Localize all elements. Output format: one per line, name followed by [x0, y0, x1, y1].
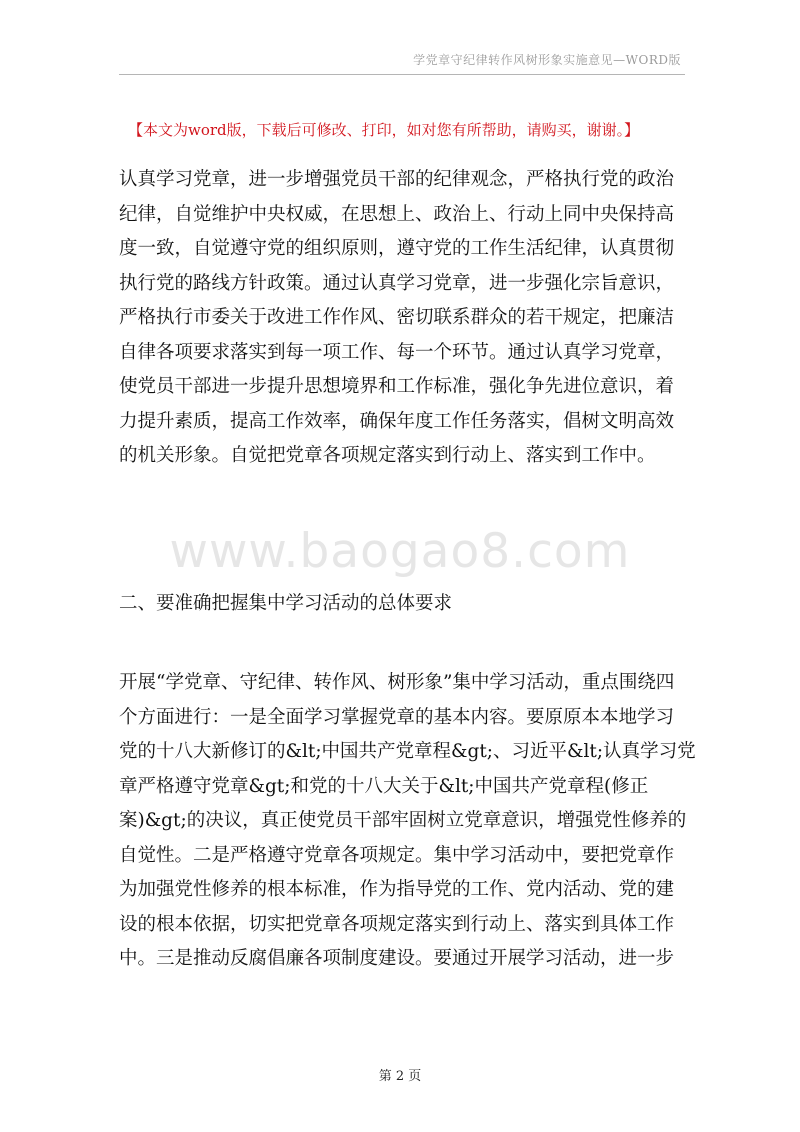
paragraph-line: 使党员干部进一步提升思想境界和工作标准，强化争先进位意识，着 — [119, 376, 675, 397]
paragraph-line: 自律各项要求落实到每一项工作、每一个环节。通过认真学习党章， — [119, 341, 675, 363]
paragraph-line: 严格执行市委关于改进工作作风、密切联系群众的若干规定，把廉洁 — [119, 307, 675, 328]
paragraph-line: 开展“学党章、守纪律、转作风、树形象”集中学习活动，重点围绕四 — [119, 672, 675, 693]
document-header-title: 学党章守纪律转作风树形象实施意见—WORD版 — [413, 53, 681, 67]
section-heading — [119, 587, 685, 622]
paragraph-line: 章严格遵守党章&gt;和党的十八大关于&lt;中国共产党章程(修正 — [119, 775, 649, 797]
paragraph-line: 为加强党性修养的根本标准，作为指导党的工作、党内活动、党的建 — [119, 879, 675, 900]
paragraph-line: 执行党的路线方针政策。通过认真学习党章，进一步强化宗旨意识， — [119, 272, 675, 294]
paragraph-line: 认真学习党章，进一步增强党员干部的纪律观念，严格执行党的政治 — [119, 169, 675, 190]
body-paragraph-2 — [119, 666, 696, 977]
paragraph-line: 党的十八大新修订的&lt;中国共产党章程&gt;、习近平&lt;认真学习党 — [119, 741, 696, 762]
header-divider — [119, 74, 685, 75]
body-paragraph-1 — [119, 163, 685, 474]
page-number: 第 2 页 — [378, 1069, 422, 1084]
paragraph-line: 的机关形象。自觉把党章各项规定落实到行动上、落实到工作中。 — [119, 445, 656, 466]
site-watermark: www.baogao8.com — [169, 524, 631, 579]
paragraph-line: 力提升素质，提高工作效率，确保年度工作任务落实，倡树文明高效 — [119, 410, 675, 432]
paragraph-line: 设的根本依据，切实把党章各项规定落实到行动上、落实到具体工作 — [119, 913, 675, 935]
paragraph-line: 个方面进行：一是全面学习掌握党章的基本内容。要原原本本地学习 — [119, 706, 675, 728]
paragraph-line: 中。三是推动反腐倡廉各项制度建设。要通过开展学习活动，进一步 — [119, 948, 675, 969]
paragraph-line: 自觉性。二是严格遵守党章各项规定。集中学习活动中，要把党章作 — [119, 844, 675, 866]
paragraph-line: 案)&gt;的决议，真正使党员干部牢固树立党章意识，增强党性修养的 — [119, 810, 687, 831]
paragraph-line: 纪律，自觉维护中央权威，在思想上、政治上、行动上同中央保持高 — [119, 203, 675, 225]
purchase-notice: 【本文为word版，下载后可修改、打印，如对您有所帮助，请购买，谢谢。】 — [128, 121, 640, 139]
heading-text: 二、要准确把握集中学习活动的总体要求 — [119, 593, 453, 614]
paragraph-line: 度一致，自觉遵守党的组织原则，遵守党的工作生活纪律，认真贯彻 — [119, 238, 675, 259]
